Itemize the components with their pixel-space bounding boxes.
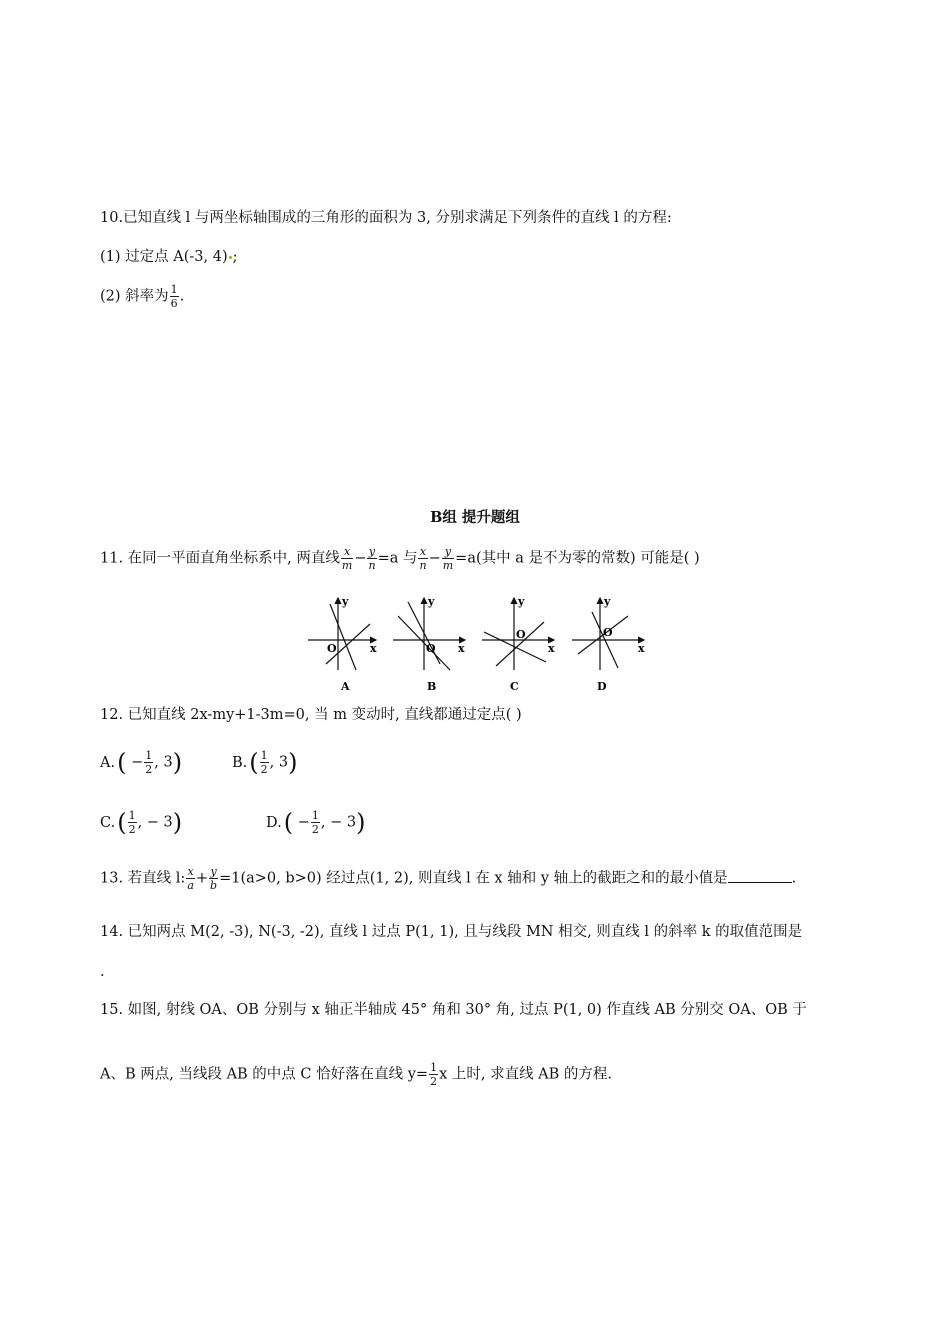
fraction-x-over-a xyxy=(186,866,195,891)
left-paren: ( xyxy=(117,808,127,837)
q14-end: . xyxy=(100,964,105,980)
q11-stem xyxy=(100,546,700,571)
fraction-x-over-m xyxy=(341,546,353,571)
right-paren: ) xyxy=(288,748,298,777)
x-axis-label: x xyxy=(370,642,377,655)
fraction-one-half xyxy=(429,1062,438,1087)
q14-text: 14. 已知两点 M(2, -3), N(-3, -2), 直线 l 过点 P(1, 1), 且与线段 MN 相交, 则直线 l 的斜率 k 的取值范围是 xyxy=(100,924,803,940)
fraction-one-half xyxy=(144,750,153,775)
fraction-denominator: n xyxy=(419,559,427,572)
fraction-denominator: 2 xyxy=(311,823,319,836)
q14-stem xyxy=(100,922,802,942)
fraction-denominator: m xyxy=(442,559,454,572)
origin-label: O xyxy=(426,642,436,655)
fraction-numerator: x xyxy=(187,865,194,878)
x-axis-label: x xyxy=(458,642,465,655)
q15-line2-prefix: A、B 两点, 当线段 AB 的中点 C 恰好落在直线 y= xyxy=(100,1066,429,1083)
fraction-denominator: b xyxy=(210,879,218,892)
right-paren: ) xyxy=(172,808,183,837)
q11-suffix: =a(其中 a 是不为零的常数) 可能是( ) xyxy=(455,550,700,567)
option-b-rest: , 3 xyxy=(269,754,289,771)
q10-part1 xyxy=(100,247,238,267)
minus-sign: − xyxy=(131,754,144,771)
q12-option-a[interactable] xyxy=(100,750,182,775)
fraction-numerator: 1 xyxy=(170,283,178,296)
x-axis-label: x xyxy=(548,642,555,655)
graph-a xyxy=(308,595,377,693)
graph-c xyxy=(482,595,555,693)
fraction-numerator: 1 xyxy=(260,749,268,762)
fraction-denominator: n xyxy=(368,559,376,572)
section-title: B组 提升题组 xyxy=(430,509,520,526)
plus-sign: + xyxy=(195,870,209,887)
fraction-x-over-n xyxy=(418,546,427,571)
option-a-label: A. xyxy=(100,754,116,771)
fraction-denominator: 2 xyxy=(145,763,153,776)
y-axis-label: y xyxy=(518,595,525,608)
minus-sign: − xyxy=(428,550,441,567)
q14-end-line xyxy=(100,962,105,982)
fraction-one-sixth xyxy=(170,284,179,309)
fraction-one-half xyxy=(128,810,137,835)
q12-option-d[interactable] xyxy=(266,810,365,835)
q15-line1-text: 15. 如图, 射线 OA、OB 分别与 x 轴正半轴成 45° 角和 30° 角, 过点 P(1, 0) 作直线 AB 分别交 OA、OB 于 xyxy=(100,1002,807,1018)
q13-prefix: 13. 若直线 l: xyxy=(100,870,186,887)
q11-graph-options xyxy=(300,594,660,694)
q13-end: . xyxy=(791,870,797,887)
q10-part2-end: . xyxy=(179,288,185,305)
y-axis-label: y xyxy=(604,595,611,608)
fraction-denominator: a xyxy=(187,879,194,892)
fraction-numerator: 1 xyxy=(430,1061,438,1074)
q12-option-b[interactable] xyxy=(232,750,297,775)
q15-line2 xyxy=(100,1062,612,1087)
option-a-rest: , 3 xyxy=(154,754,173,771)
fraction-numerator: y xyxy=(210,865,217,878)
graph-label-a: A xyxy=(341,680,350,693)
y-axis-label: y xyxy=(342,595,349,608)
option-c-label: C. xyxy=(100,814,116,831)
graph-d xyxy=(572,595,645,693)
fraction-numerator: 1 xyxy=(128,809,136,822)
option-d-label: D. xyxy=(266,814,282,831)
minus-sign: − xyxy=(297,814,310,831)
q10-part1-text: (1) 过定点 A(-3, 4) xyxy=(100,249,228,265)
q13-suffix: =1(a>0, b>0) 经过点(1, 2), 则直线 l 在 x 轴和 y 轴上的截距之和的最小值是 xyxy=(219,870,728,887)
x-axis-label: x xyxy=(638,642,645,655)
q12-text: 12. 已知直线 2x-my+1-3m=0, 当 m 变动时, 直线都通过定点( ) xyxy=(100,707,522,723)
fraction-numerator: x xyxy=(344,545,351,558)
fraction-numerator: 1 xyxy=(311,809,319,822)
q13-stem xyxy=(100,866,796,891)
left-paren: ( xyxy=(117,748,127,777)
q10-part2 xyxy=(100,284,184,309)
q11-equals-and: =a 与 xyxy=(377,550,418,567)
fraction-denominator: 6 xyxy=(170,297,178,310)
origin-label: O xyxy=(603,626,613,639)
fraction-denominator: m xyxy=(341,559,353,572)
q10-part2-prefix: (2) 斜率为 xyxy=(100,288,169,305)
graph-line xyxy=(330,604,356,670)
q11-graphs-svg xyxy=(300,594,660,694)
option-c-rest: , − 3 xyxy=(137,814,173,831)
q12-stem xyxy=(100,705,522,725)
graph-label-c: C xyxy=(510,680,519,693)
fraction-denominator: 2 xyxy=(128,823,136,836)
fraction-one-half xyxy=(260,750,269,775)
highlight-dot xyxy=(229,256,232,259)
right-paren: ) xyxy=(172,748,183,777)
origin-label: O xyxy=(327,642,337,655)
fraction-one-half xyxy=(311,810,320,835)
option-d-rest: , − 3 xyxy=(320,814,357,831)
graph-label-b: B xyxy=(427,680,437,693)
q10-number: 10. xyxy=(100,210,124,226)
graph-line xyxy=(484,632,546,662)
q11-prefix: 11. 在同一平面直角坐标系中, 两直线 xyxy=(100,550,340,567)
fraction-numerator: 1 xyxy=(145,749,153,762)
fraction-numerator: y xyxy=(368,545,376,558)
q15-line2-suffix: x 上时, 求直线 AB 的方程. xyxy=(439,1066,613,1083)
q12-option-c[interactable] xyxy=(100,810,182,835)
fraction-y-over-b xyxy=(209,866,218,891)
left-paren: ( xyxy=(283,808,294,837)
fraction-denominator: 2 xyxy=(260,763,268,776)
fraction-numerator: x xyxy=(419,545,427,558)
option-b-label: B. xyxy=(232,754,248,771)
left-paren: ( xyxy=(249,748,259,777)
graph-b xyxy=(393,595,465,693)
y-axis-label: y xyxy=(428,595,435,608)
fraction-denominator: 2 xyxy=(430,1075,438,1088)
fraction-y-over-m xyxy=(442,546,454,571)
fraction-numerator: y xyxy=(444,545,452,558)
graph-label-d: D xyxy=(597,680,607,693)
origin-label: O xyxy=(516,628,526,641)
q10-text: 已知直线 l 与两坐标轴围成的三角形的面积为 3, 分别求满足下列条件的直线 l 的方程: xyxy=(123,210,672,226)
right-paren: ) xyxy=(356,808,366,837)
minus-sign: − xyxy=(354,550,367,567)
q10-part1-end: ; xyxy=(232,249,238,265)
answer-blank[interactable] xyxy=(728,868,792,883)
q10-stem xyxy=(100,208,672,228)
fraction-y-over-n xyxy=(367,546,376,571)
q15-line1 xyxy=(100,1000,807,1020)
